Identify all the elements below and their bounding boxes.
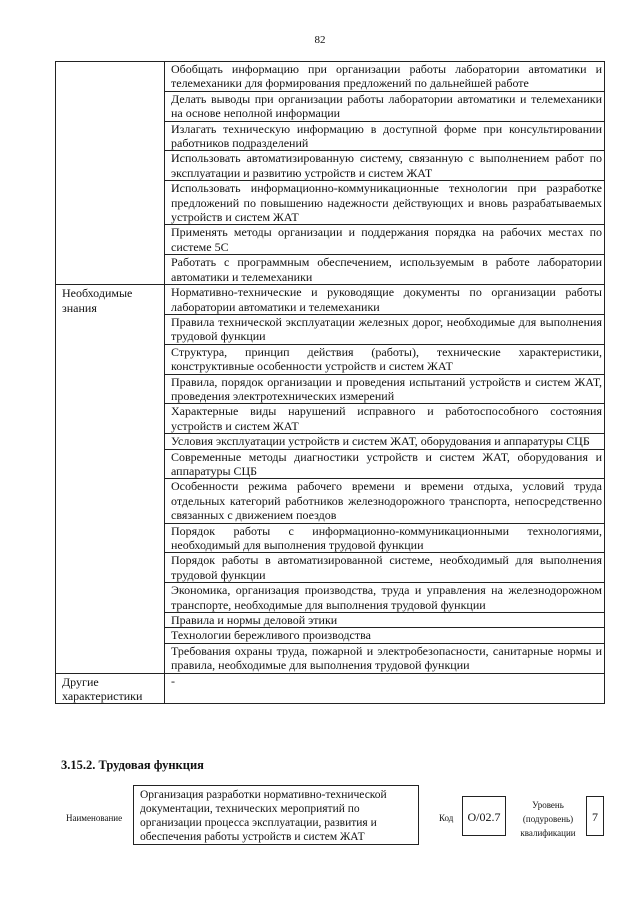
skill-item: Работать с программным обеспечением, используемым в работе лаборатории автоматики и телемеханики — [165, 255, 605, 285]
knowledge-label: Необходимые знания — [56, 285, 165, 674]
skill-item: Обобщать информацию при организации работы лаборатории автоматики и телемеханики для формирования предложений по дальнейшей работе — [165, 62, 605, 92]
code-value: О/02.7 — [462, 796, 506, 836]
knowledge-item: Требования охраны труда, пожарной и электробезопасности, санитарные нормы и правила, необходимые для выполнения трудовой функции — [165, 643, 605, 673]
requirements-table — [55, 61, 605, 704]
knowledge-item: Правила технической эксплуатации железных дорог, необходимые для выполнения трудовой функции — [165, 314, 605, 344]
skill-item: Использовать автоматизированную систему, связанную с выполнением работ по эксплуатации и развитию устройств и систем ЖАТ — [165, 151, 605, 181]
knowledge-item: Порядок работы с информационно-коммуникационными технологиями, необходимый для выполнения трудовой функции — [165, 523, 605, 553]
knowledge-item: Современные методы диагностики устройств и систем ЖАТ, оборудования и аппаратуры СЦБ — [165, 449, 605, 479]
level-label: Уровень (подуровень) квалификации — [520, 800, 576, 838]
other-value: - — [165, 673, 605, 704]
knowledge-item: Технологии бережливого производства — [165, 628, 605, 643]
knowledge-item: Особенности режима рабочего времени и времени отдыха, условий труда отдельных категорий работников железнодорожного транспорта, непосредственно связанных с движением поездов — [165, 479, 605, 523]
level-value: 7 — [586, 796, 604, 836]
section-heading: 3.15.2. Трудовая функция — [61, 758, 204, 772]
function-name: Организация разработки нормативно-технической документации, технических мероприятий по организации процесса эксплуатации, развития и обеспечения работы устройств и систем ЖАТ — [133, 785, 419, 845]
knowledge-item: Нормативно-технические и руководящие документы по организации работы лаборатории автоматики и телемеханики — [165, 285, 605, 315]
knowledge-item: Правила и нормы деловой этики — [165, 613, 605, 628]
page-number: 82 — [314, 34, 326, 46]
table-row — [56, 673, 605, 704]
name-label: Наименование — [66, 813, 123, 823]
skill-item: Использовать информационно-коммуникационные технологии при разработке предложений по повышению надежности действующих и вновь разрабатываемых устройств и систем ЖАТ — [165, 181, 605, 225]
knowledge-item: Структура, принцип действия (работы), технические характеристики, конструктивные особенности устройств и систем ЖАТ — [165, 344, 605, 374]
knowledge-item: Условия эксплуатации устройств и систем ЖАТ, оборудования и аппаратуры СЦБ — [165, 434, 605, 449]
other-label: Другие характеристики — [56, 673, 165, 704]
skill-item: Делать выводы при организации работы лаборатории автоматики и телемеханики на основе неполной информации — [165, 91, 605, 121]
table-row — [56, 62, 605, 92]
table-row — [56, 285, 605, 315]
skills-label-cell — [56, 62, 165, 285]
skill-item: Применять методы организации и поддержания порядка на рабочих местах по системе 5С — [165, 225, 605, 255]
skill-item: Излагать техническую информацию в доступной форме при консультировании работников подразделений — [165, 121, 605, 151]
knowledge-item: Характерные виды нарушений исправного и работоспособного состояния устройств и систем ЖАТ — [165, 404, 605, 434]
knowledge-item: Правила, порядок организации и проведения испытаний устройств и систем ЖАТ, проведения электротехнических измерений — [165, 374, 605, 404]
knowledge-item: Порядок работы в автоматизированной системе, необходимый для выполнения трудовой функции — [165, 553, 605, 583]
knowledge-item: Экономика, организация производства, труда и управления на железнодорожном транспорте, необходимые для выполнения трудовой функции — [165, 583, 605, 613]
code-label: Код — [439, 813, 454, 823]
